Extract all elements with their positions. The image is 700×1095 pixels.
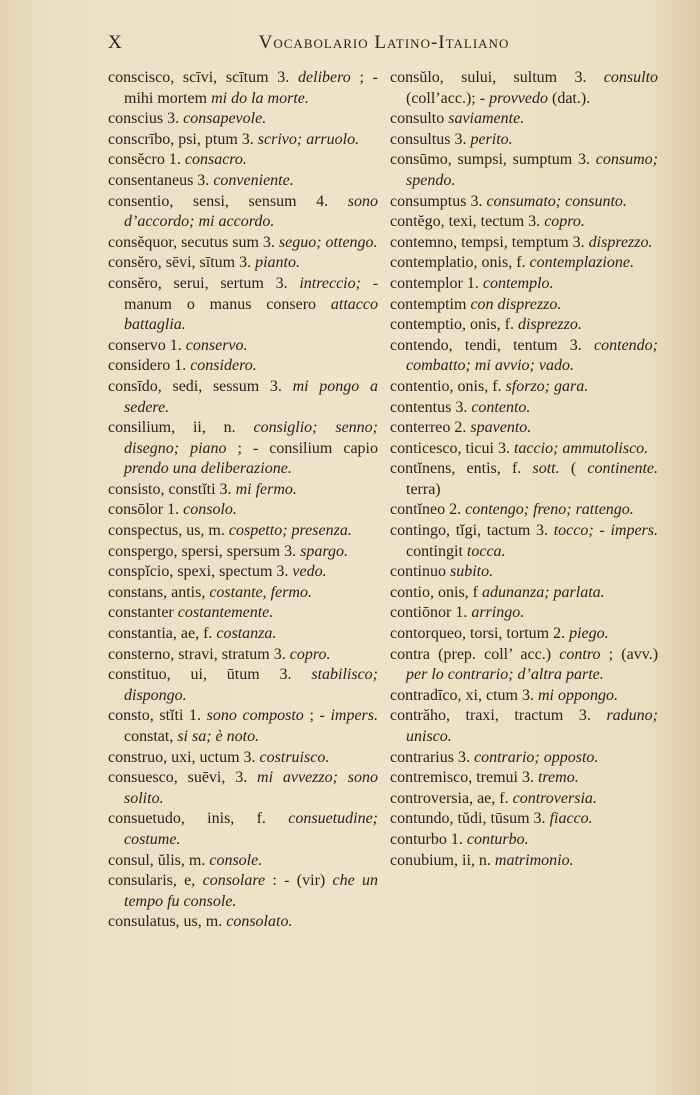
entry-translation: mi pongo a sedere.	[124, 377, 378, 416]
entry-note: - manum o manus consero	[124, 274, 379, 313]
dictionary-entry	[390, 398, 658, 419]
entry-translation: impers.	[330, 707, 379, 725]
entry-headword: contentio, onis, f.	[390, 377, 502, 395]
entry-translation: consolo.	[183, 501, 237, 519]
entry-headword: consulatus, us, m.	[108, 913, 223, 931]
entry-headword: contrăho, traxi, tractum 3.	[390, 707, 591, 725]
entry-headword: contemptio, onis, f.	[390, 316, 514, 334]
entry-headword: contentus 3.	[390, 398, 468, 416]
dictionary-entry	[108, 109, 378, 130]
dictionary-entry	[390, 315, 658, 336]
dictionary-entry	[108, 253, 378, 274]
entry-translation: con disprezzo.	[470, 295, 562, 313]
dictionary-entry	[390, 192, 658, 213]
page-header	[108, 32, 660, 56]
dictionary-entry	[108, 542, 378, 563]
entry-translation: consuetudine; costume.	[124, 810, 378, 848]
dictionary-entry	[108, 500, 378, 521]
dictionary-entry	[108, 192, 378, 233]
entry-note: : - (vir)	[272, 872, 326, 890]
entry-translation: copro.	[289, 645, 331, 663]
entry-headword: consisto, constĭti 3.	[108, 480, 232, 498]
dictionary-entry	[390, 500, 658, 521]
left-column	[108, 68, 378, 933]
entry-headword: consultus 3.	[390, 130, 467, 148]
dictionary-entry	[390, 274, 658, 295]
entry-translation: consumo; spendo.	[406, 151, 658, 189]
dictionary-entry	[390, 336, 658, 377]
dictionary-entry	[390, 706, 658, 747]
entry-headword: consulto	[390, 110, 445, 128]
dictionary-entry	[108, 150, 378, 171]
running-title: Vocabolario Latino-Italiano	[258, 32, 510, 53]
right-column	[390, 68, 658, 871]
dictionary-entry	[108, 665, 378, 706]
entry-headword: consuetudo, inis, f.	[108, 810, 266, 828]
entry-translation: costante, fermo.	[209, 583, 312, 601]
entry-translation: disprezzo.	[517, 316, 582, 334]
dictionary-entry	[108, 768, 378, 809]
entry-headword: consĕquor, secutus sum 3.	[108, 233, 275, 251]
entry-headword: contemptim	[390, 295, 467, 313]
entry-translation: attacco battaglia.	[124, 295, 378, 334]
entry-translation: saviamente.	[448, 110, 525, 128]
dictionary-entry	[108, 912, 378, 933]
entry-headword: conturbo 1.	[390, 830, 463, 848]
entry-translation: raduno; unisco.	[406, 707, 659, 745]
entry-translation: arringo.	[471, 604, 525, 622]
entry-translation: subito.	[450, 563, 494, 581]
dictionary-entry	[390, 521, 658, 562]
dictionary-entry	[108, 356, 378, 377]
entry-translation: consiglio; senno; disegno; piano	[124, 419, 378, 457]
entry-translation: costanza.	[216, 625, 277, 643]
dictionary-entry	[108, 851, 378, 872]
entry-headword: consĕro, sēvi, sītum 3.	[108, 254, 252, 272]
dictionary-entry	[108, 130, 378, 151]
entry-note: (coll’acc.); -	[406, 89, 486, 107]
entry-headword: contiōnor 1.	[390, 604, 468, 622]
dictionary-entry	[390, 439, 658, 460]
dictionary-entry	[390, 624, 658, 645]
entry-translation: console.	[209, 851, 263, 869]
entry-headword: contradīco, xi, ctum 3.	[390, 686, 534, 704]
dictionary-entry	[390, 253, 658, 274]
entry-headword: consularis, e,	[108, 872, 196, 890]
entry-note: ; (avv.)	[608, 645, 659, 663]
entry-translation: sono d’accordo; mi accordo.	[124, 192, 378, 231]
entry-translation: delibero	[298, 69, 351, 86]
entry-headword: contemplatio, onis, f.	[390, 254, 526, 272]
entry-translation: mi do la morte.	[211, 89, 309, 107]
entry-headword: contĕgo, texi, tectum 3.	[390, 213, 541, 231]
entry-headword: continuo	[390, 563, 446, 581]
dictionary-entry	[390, 830, 658, 851]
entry-translation: continente.	[587, 460, 659, 478]
entry-translation: consolato.	[226, 913, 293, 931]
entry-headword: contĭneo 2.	[390, 501, 462, 519]
dictionary-entry	[390, 212, 658, 233]
entry-translation: controversia.	[512, 789, 597, 807]
dictionary-entry	[390, 459, 658, 500]
entry-headword: consentaneus 3.	[108, 171, 210, 189]
entry-translation: sott.	[532, 460, 560, 478]
entry-translation: contemplazione.	[529, 254, 634, 272]
entry-headword: consumptus 3.	[390, 192, 483, 210]
entry-translation: piego.	[569, 625, 609, 643]
entry-headword: contra (prep. coll’ acc.)	[390, 645, 552, 663]
entry-translation: impers.	[610, 522, 659, 540]
dictionary-entry	[108, 706, 378, 747]
entry-headword: consterno, stravi, stratum 3.	[108, 645, 286, 663]
entry-headword: contemplor 1.	[390, 274, 479, 292]
entry-translation: stabilisco; dispongo.	[124, 666, 379, 704]
entry-note: ; - consilium capio	[237, 439, 378, 457]
entry-headword: contĭnens, entis, f.	[390, 460, 522, 478]
entry-note: contingit	[406, 542, 463, 560]
entry-headword: constanter	[108, 604, 174, 622]
entry-note: (dat.).	[552, 89, 591, 107]
dictionary-entry	[108, 521, 378, 542]
dictionary-entry	[390, 109, 658, 130]
entry-headword: contingo, tĭgi, tactum 3.	[390, 522, 548, 540]
entry-headword: conspectus, us, m.	[108, 522, 225, 540]
dictionary-entry	[108, 336, 378, 357]
entry-headword: consĕro, serui, sertum 3.	[108, 274, 288, 292]
entry-headword: consuesco, suēvi, 3.	[108, 769, 248, 787]
entry-translation: intreccio;	[299, 274, 361, 292]
dictionary-entry	[108, 233, 378, 254]
entry-note: terra)	[406, 480, 441, 498]
entry-headword: conscius 3.	[108, 110, 180, 128]
entry-note: ; -	[309, 707, 325, 725]
entry-translation: disprezzo.	[588, 233, 653, 251]
dictionary-entry	[390, 562, 658, 583]
dictionary-entry	[108, 583, 378, 604]
entry-headword: conspĭcio, spexi, spectum 3.	[108, 563, 289, 581]
dictionary-entry	[108, 418, 378, 480]
dictionary-entry	[390, 150, 658, 191]
dictionary-entry	[390, 748, 658, 769]
entry-headword: conservo 1.	[108, 336, 182, 354]
entry-translation: si sa; è noto.	[177, 728, 260, 745]
entry-headword: contio, onis, f	[390, 583, 478, 601]
entry-translation: contemplo.	[482, 274, 554, 292]
entry-translation: conveniente.	[213, 171, 294, 189]
entry-translation: perito.	[470, 130, 513, 148]
entry-translation: consumato; consunto.	[486, 192, 627, 210]
entry-translation: che un tempo fu console.	[124, 872, 379, 910]
entry-translation: seguo; ottengo.	[278, 233, 378, 251]
dictionary-entry	[390, 686, 658, 707]
dictionary-entry	[390, 68, 658, 109]
entry-headword: contrarius 3.	[390, 748, 470, 766]
dictionary-entry	[108, 562, 378, 583]
entry-headword: consūmo, sumpsi, sumptum 3.	[390, 151, 590, 169]
entry-translation: mi fermo.	[235, 480, 297, 498]
entry-headword: contremisco, tremui 3.	[390, 769, 534, 787]
entry-translation: matrimonio.	[494, 851, 574, 869]
entry-headword: controversia, ae, f.	[390, 789, 509, 807]
entry-translation: consapevole.	[183, 110, 267, 128]
entry-translation: vedo.	[292, 563, 327, 581]
entry-translation: provvedo	[489, 89, 548, 107]
entry-headword: conscrībo, psi, ptum 3.	[108, 130, 254, 148]
entry-headword: contendo, tendi, tentum 3.	[390, 336, 582, 354]
entry-translation: sforzo; gara.	[505, 377, 589, 395]
dictionary-entry	[390, 130, 658, 151]
entry-headword: consentio, sensi, sensum 4.	[108, 192, 329, 210]
entry-translation: tocca.	[466, 542, 506, 560]
entry-headword: consĕcro 1.	[108, 151, 181, 169]
entry-translation: spavento.	[470, 419, 532, 437]
entry-translation: conturbo.	[466, 830, 529, 848]
entry-headword: consto, stĭti 1.	[108, 707, 202, 725]
entry-translation: copro.	[544, 213, 585, 231]
dictionary-entry	[390, 377, 658, 398]
entry-translation: contrario; opposto.	[473, 748, 599, 766]
dictionary-entry	[390, 233, 658, 254]
entry-note: ; - mihi mortem	[124, 69, 378, 107]
dictionary-entry	[390, 851, 658, 872]
entry-headword: consōlor 1.	[108, 501, 180, 519]
dictionary-entry	[108, 748, 378, 769]
dictionary-entry	[390, 809, 658, 830]
entry-translation: per lo contrario; d’altra parte.	[406, 666, 604, 684]
dictionary-entry	[108, 480, 378, 501]
entry-translation: mi avvezzo; sono solito.	[124, 769, 379, 807]
entry-translation: cospetto; presenza.	[228, 522, 352, 540]
dictionary-entry	[390, 645, 658, 686]
entry-headword: constantia, ae, f.	[108, 625, 213, 643]
dictionary-entry	[390, 603, 658, 624]
dictionary-entry	[108, 603, 378, 624]
entry-translation: consolare	[202, 872, 266, 890]
entry-translation: costruisco.	[259, 748, 330, 766]
entry-translation: contro	[559, 645, 601, 663]
entry-translation: costantemente.	[177, 604, 274, 622]
entry-translation: tocco; -	[553, 522, 605, 540]
entry-headword: consŭlo, sului, sultum 3.	[390, 69, 587, 86]
dictionary-entry	[108, 624, 378, 645]
page-number: X	[108, 32, 123, 53]
entry-headword: constituo, ui, ūtum 3.	[108, 666, 292, 684]
entry-headword: conspergo, spersi, spersum 3.	[108, 542, 297, 560]
entry-headword: conubium, ii, n.	[390, 851, 491, 869]
dictionary-entry	[108, 645, 378, 666]
entry-headword: consul, ŭlis, m.	[108, 851, 206, 869]
entry-headword: contundo, tŭdi, tūsum 3.	[390, 810, 546, 828]
dictionary-entry	[390, 768, 658, 789]
dictionary-entry	[108, 871, 378, 912]
dictionary-entry	[390, 789, 658, 810]
entry-headword: consīdo, sedi, sessum 3.	[108, 377, 282, 395]
entry-translation: sono composto	[206, 707, 304, 725]
dictionary-entry	[108, 171, 378, 192]
entry-translation: prendo una deliberazione.	[124, 460, 292, 478]
entry-translation: scrivo; arruolo.	[257, 130, 360, 148]
dictionary-entry	[390, 295, 658, 316]
entry-translation: consacro.	[184, 151, 247, 169]
entry-headword: conticesco, ticui 3.	[390, 439, 510, 457]
entry-headword: construo, uxi, uctum 3.	[108, 748, 256, 766]
entry-headword: considero 1.	[108, 357, 187, 375]
dictionary-entry	[108, 274, 378, 336]
entry-translation: mi oppongo.	[537, 686, 618, 704]
entry-note: (	[570, 460, 577, 478]
entry-headword: constans, antis,	[108, 583, 206, 601]
entry-translation: considero.	[190, 357, 257, 375]
entry-headword: consilium, ii, n.	[108, 419, 236, 437]
dictionary-entry	[108, 377, 378, 418]
entry-headword: conterreo 2.	[390, 419, 467, 437]
dictionary-entry	[108, 68, 378, 109]
dictionary-entry	[108, 809, 378, 850]
entry-translation: contento.	[471, 398, 531, 416]
entry-translation: spargo.	[300, 542, 348, 560]
entry-translation: contendo; combatto; mi avvio; vado.	[406, 336, 658, 375]
entry-translation: fiacco.	[549, 810, 593, 828]
entry-note: constat,	[124, 728, 174, 745]
entry-translation: taccio; ammutolisco.	[513, 439, 649, 457]
dictionary-entry	[390, 418, 658, 439]
entry-translation: tremo.	[537, 769, 579, 787]
entry-translation: contengo; freno; rattengo.	[465, 501, 634, 519]
entry-headword: contemno, tempsi, temptum 3.	[390, 233, 585, 251]
entry-translation: adunanza; parlata.	[482, 583, 605, 601]
entry-headword: contorqueo, torsi, tortum 2.	[390, 625, 566, 643]
entry-translation: consulto	[603, 69, 659, 86]
dictionary-entry	[390, 583, 658, 604]
entry-translation: conservo.	[185, 336, 248, 354]
entry-headword: conscisco, scīvi, scītum 3.	[108, 69, 290, 86]
entry-translation: pianto.	[255, 254, 300, 272]
